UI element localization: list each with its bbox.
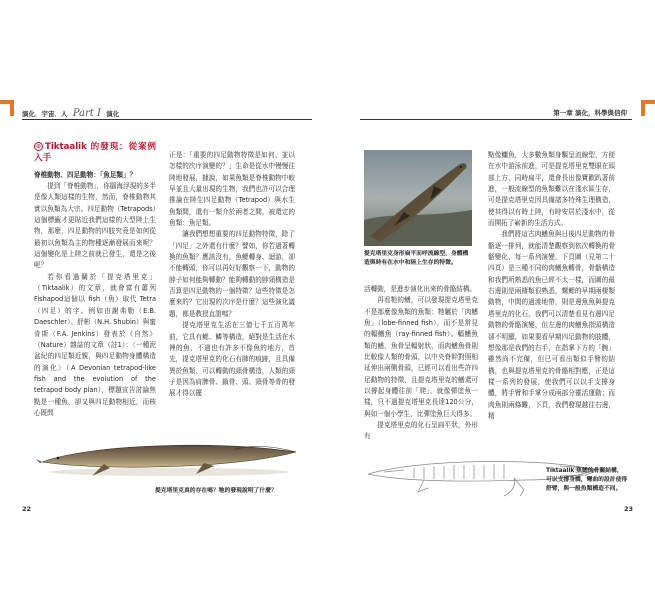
paragraph: 若你看過關於「提克塔里克」（Tiktaalik）的文章，就會富有蕭列Fishapod這個以 fish（魚）取代 Tetra（四足）的字。例如由謝弗勒（E.B. Daeschler）、舒彬（N.H. Shubin）與蜜肯斯（F.A. Jenkins）發表於《自然》（Nature）雜誌的文章（註1）：〈一種泥盆紀的四足類近親，與四足動物身體構造的演化〉（A Devonian tetrapod-like fish and the evolution of the tetrapod body plan），標題宣告討論焦點是一種魚，卻又與四足動物相近，而核心既問 <box>34 272 156 417</box>
header-part: Part I <box>72 108 101 119</box>
paragraph: 我們將這古肉鰭魚與日後四足動物的骨骼逐一排列，就能清楚觀察到依次轉換的骨骼變化，每一系列演變，下頁圖（見第二十四頁）是三種不同的肉鰭魚轉骨，骨骼構造和我們所熟悉的魚已經不太一樣，而圖的最右邊則是兩棲類很熟悉，螺鰓的早期兩棲類動物，中間的過渡地帶，則是邊魚魚與提克塔里克的化石，我們可以清楚看見有邊四足動物的骨骼演變，但左邊的肉鰭魚指頭構造卻不明顯，如果要看早期四足動物的肢體，想像那是我們的右手，在指掌下方的「腕」雖然尚不完備，但已可看出類似手臂的結構，也與提克塔里克的骨骼相對應，正是這樣一系列的發展，使我們可以以手支撐身體，將手臂和手掌分成兩部分靈活運動；而肉魚則兩條難，下頁，我們發現越往右邊，精 <box>488 230 615 420</box>
section-subtitle: 脊椎動物、四足動物：「魚足類」？ <box>34 170 137 179</box>
fossil-caption: 提克塔里克真的存在嗎？牠的發現說明了什麼？ <box>155 488 277 494</box>
right-page-column-2 <box>488 150 615 422</box>
page-number-left: 22 <box>22 505 32 513</box>
corner-mark-right-v <box>641 100 645 116</box>
page-number-right: 23 <box>623 505 633 513</box>
paragraph: 點像鱷魚，大多數魚類身驅呈流線型，方便在水中游泳前進，可是提克塔里克雙眼在頭部上方，同時扁平，還會長出像寶歡趴著前進，一般流線型的魚類難以在淺水區生存，可是提克塔里克因具備諸多特殊生理構造，使其得以有時上陸，有時安居於淺水中，從而開拓了嶄新的生活方式。 <box>488 151 615 228</box>
right-page-column-1 <box>364 284 478 443</box>
skeleton-caption: Tiktaalik 魚鰭的骨關結構，可以支撐身體，彎曲的設計使得舒臂，與一般魚類構造不同。 <box>546 468 628 492</box>
running-header-right: 第一章 演化，科學與信仰 <box>553 109 627 117</box>
left-page-column-1 <box>34 142 156 419</box>
paragraph: 活轉動，是進步演化出來的骨骼結構。 <box>364 285 477 293</box>
corner-mark-left-v <box>10 100 14 116</box>
paragraph: 提克塔里克生活在三億七千五百萬年前，它具有鰓、鱗等構造，絕對是生活在水裡的魚，不過也有許多不像魚的地方，首先，提克塔里克的化石有肺的痕跡，且具備異於魚類、可以轉動的頸骨構造，人類的頸子是因為肩脾骨、鎖骨、頭、頸骨等骨的發展才得以擺 <box>169 321 295 398</box>
bullet-circle-icon: ⊙ <box>35 143 42 150</box>
left-page-column-2 <box>169 150 295 400</box>
section-title: ⊙ Tiktaalik 的發現：從案例入手 <box>34 142 156 164</box>
photo-caption: 提克塔里克身形扁平而呼流線型，身體構造與時有在水中和陸上生存的特徵。 <box>364 251 469 266</box>
running-header-left <box>22 108 119 119</box>
paragraph: 提到「脊椎動物」，你腦海浮現的多半是像人類這樣的生物，然而，脊椎動物其實以魚類為大宗。四足動物（Tetrapods）這個標籤才更貼近我們這樣的大型陸上生物，那麼，四足動物的四肢究竟是如何從最初以魚類為主的物種逐漸發展而來呢？這個變化是上陸之前就已發生，還是之後呢？ <box>34 182 156 270</box>
paragraph: 提克塔里克的化石呈扁平狀，外形有 <box>364 421 478 441</box>
header-rule-left <box>22 119 312 120</box>
header-topic: 演化 <box>106 110 120 118</box>
paragraph: 正是：「重要的四足動物特徵是如何、並以怎樣的次序演變的？」生命是從水中慢慢往陸地發展，據說，如果魚類是脊椎動物中較早並且大量出現的生物，我們也許可以合理推論在陸生四足動物（Tetrapod）與水生魚類間，還有一類介於兩者之間，被還定的魚類：魚足類。 <box>169 151 295 228</box>
tiktaalik-illustration <box>34 432 304 480</box>
tiktaalik-photo <box>364 150 472 246</box>
paragraph: 讓我們想想重要的四足動物特徵，除了「四足」之外還有什麼？譬如，你若過著轉換的魚類？應該沒有，魚鰓轉身、迴游，卻不能轉頭，你可以再好好觀察一下，動物的脖子如何能夠轉動？能夠轉動的脖頸構造是否算是四足動物的一個特徵？這些特徵是怎麼來的？它出現的次序是什麼？這些演化議題，都是教授直證嗎？ <box>169 230 295 318</box>
paragraph: 再看牠的鰭，可以發現提克塔里克不是那麼像魚類的魚類：牠屬於「肉鰭魚」（lobe-finned fish），而不是常見的輻鰭魚（ray-finned fish）。輻鰭魚類的鰭，魚骨呈輻射狀，而肉鰭魚骨則比較像人類的骨頭，以中央脊幹對照相延伸出兩側骨頭，已經可以看出些許四足動物的特徵，且提克塔里克的鰭還可以撐起身體往前「爬」，就像彈塗魚一樣，只不過提克塔里克長達120公分，與如一個小學生，比彈塗魚巨大得多。 <box>364 296 478 418</box>
header-section: 演化．宇宙．人 <box>22 110 68 118</box>
header-rule-right <box>360 119 632 120</box>
